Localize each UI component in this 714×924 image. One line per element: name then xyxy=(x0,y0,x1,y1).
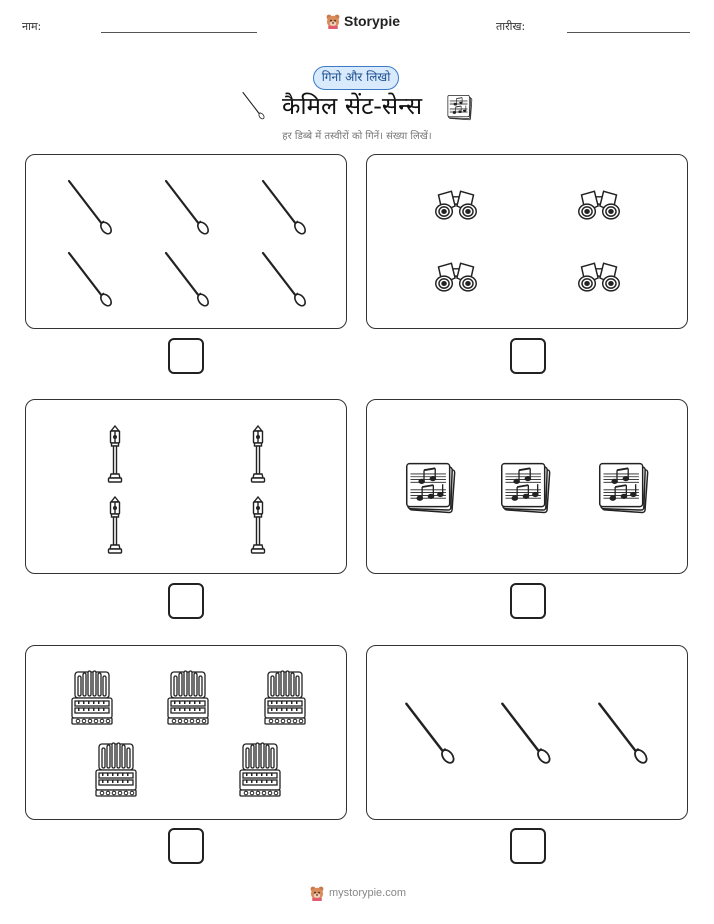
sheet-music-icon xyxy=(498,457,554,517)
activity-badge: गिनो और लिखो xyxy=(313,66,399,90)
conductor-baton-icon xyxy=(260,250,310,310)
sheet-music-icon xyxy=(446,93,474,121)
conductor-baton-icon xyxy=(66,250,116,310)
conductor-baton-icon xyxy=(66,178,116,238)
count-panel-sheet-music xyxy=(366,399,688,574)
conductor-baton-icon xyxy=(596,700,652,768)
street-lamp-icon xyxy=(248,495,268,555)
answer-box-pipe-organs[interactable] xyxy=(168,828,204,864)
answer-box-street-lamps[interactable] xyxy=(168,583,204,619)
storypie-mascot-icon xyxy=(309,885,325,901)
sheet-music-icon xyxy=(596,457,652,517)
conductor-baton-icon xyxy=(260,178,310,238)
name-label: नाम: xyxy=(22,20,42,33)
storypie-mascot-icon xyxy=(325,13,341,29)
binoculars-icon xyxy=(576,187,622,225)
conductor-baton-icon xyxy=(403,700,459,768)
pipe-organ-icon xyxy=(69,668,115,728)
answer-box-binoculars[interactable] xyxy=(510,338,546,374)
brand-logo xyxy=(325,13,400,29)
count-panel-batons xyxy=(25,154,347,329)
pipe-organ-icon xyxy=(93,740,139,800)
binoculars-icon xyxy=(576,259,622,297)
conductor-baton-icon xyxy=(163,250,213,310)
answer-box-batons[interactable] xyxy=(168,338,204,374)
conductor-baton-icon xyxy=(241,91,267,121)
pipe-organ-icon xyxy=(237,740,283,800)
name-line[interactable] xyxy=(101,32,257,33)
street-lamp-icon xyxy=(105,424,125,484)
answer-box-batons-2[interactable] xyxy=(510,828,546,864)
street-lamp-icon xyxy=(248,424,268,484)
street-lamp-icon xyxy=(105,495,125,555)
footer xyxy=(309,885,406,901)
pipe-organ-icon xyxy=(165,668,211,728)
date-label: तारीख: xyxy=(496,20,526,33)
binoculars-icon xyxy=(433,259,479,297)
instructions: हर डिब्बे में तस्वीरों को गिनें। संख्या लिखें। xyxy=(282,131,432,142)
count-panel-pipe-organs xyxy=(25,645,347,820)
sheet-music-icon xyxy=(403,457,459,517)
pipe-organ-icon xyxy=(262,668,308,728)
count-panel-street-lamps xyxy=(25,399,347,574)
answer-box-sheet-music[interactable] xyxy=(510,583,546,619)
page-title: कैमिल सेंट-सेन्स xyxy=(282,92,423,120)
date-line[interactable] xyxy=(567,32,690,33)
count-panel-batons-2 xyxy=(366,645,688,820)
conductor-baton-icon xyxy=(163,178,213,238)
count-panel-binoculars xyxy=(366,154,688,329)
brand-name: Storypie xyxy=(344,13,401,29)
conductor-baton-icon xyxy=(499,700,555,768)
footer-url[interactable]: mystorypie.com xyxy=(329,887,407,899)
binoculars-icon xyxy=(433,187,479,225)
